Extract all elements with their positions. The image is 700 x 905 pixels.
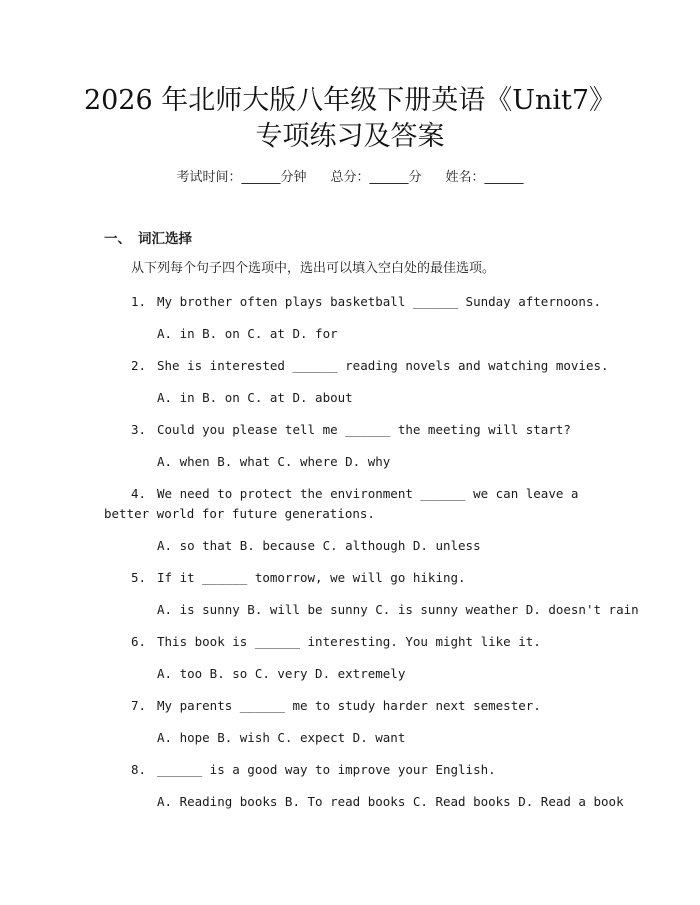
question-3-options: A. when B. what C. where D. why (157, 454, 391, 469)
section-title: 词汇选择 (138, 231, 192, 247)
question-text: She is interested ______ reading novels and watching movies. (157, 358, 609, 373)
question-text: My parents ______ me to study harder next semester. (157, 698, 541, 713)
question-number: 2. (131, 358, 147, 373)
student-name-label: 姓名：______ (445, 170, 524, 185)
document-title-line-1: 2026 年北师大版八年级下册英语《Unit7》 (83, 85, 617, 116)
question-text: My brother often plays basketball ______ Sunday afternoons. (157, 294, 602, 309)
question-6-options: A. too B. so C. very D. extremely (157, 666, 406, 681)
section-heading (104, 229, 192, 249)
section-number: 一、 (104, 231, 131, 247)
question-number: 4. (131, 486, 147, 501)
document-title-line-2: 专项练习及答案 (255, 121, 445, 152)
question-text: Could you please tell me ______ the meeting will start? (157, 422, 571, 437)
question-number: 1. (131, 294, 147, 309)
question-4-options: A. so that B. because C. although D. unless (157, 538, 481, 553)
question-2 (131, 356, 609, 376)
question-4 (104, 484, 604, 524)
question-number: 5. (131, 570, 147, 585)
question-number: 8. (131, 762, 147, 777)
question-8-options: A. Reading books B. To read books C. Read books D. Read a book (157, 794, 624, 809)
exam-meta (0, 168, 700, 188)
question-7 (131, 696, 541, 716)
exam-time-label: 考试时间：______分钟 (176, 170, 307, 185)
question-3 (131, 420, 571, 440)
question-number: 7. (131, 698, 147, 713)
question-1-options: A. in B. on C. at D. for (157, 326, 338, 341)
question-7-options: A. hope B. wish C. expect D. want (157, 730, 406, 745)
question-text: If it ______ tomorrow, we will go hiking. (157, 570, 466, 585)
question-number: 6. (131, 634, 147, 649)
question-8 (131, 760, 496, 780)
question-number: 3. (131, 422, 147, 437)
section-instruction: 从下列每个句子四个选项中，选出可以填入空白处的最佳选项。 (131, 261, 496, 276)
question-text: This book is ______ interesting. You might like it. (157, 634, 541, 649)
question-2-options: A. in B. on C. at D. about (157, 390, 353, 405)
question-text: ______ is a good way to improve your English. (157, 762, 496, 777)
total-score-label: 总分：______分 (330, 170, 422, 185)
question-6 (131, 632, 541, 652)
question-text: We need to protect the environment ______ we can leave a better world for future generations. (104, 486, 579, 521)
question-5 (131, 568, 466, 588)
question-1 (131, 292, 601, 312)
question-5-options: A. is sunny B. will be sunny C. is sunny weather D. doesn't rain (157, 602, 639, 617)
